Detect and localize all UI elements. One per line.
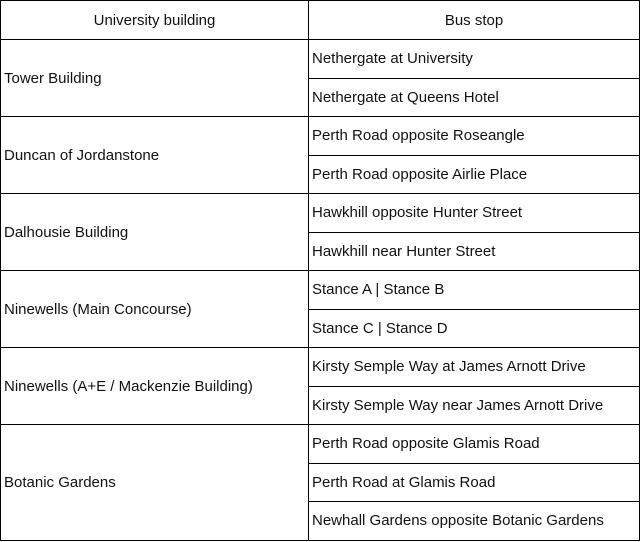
building-cell: Ninewells (A+E / Mackenzie Building) [1,348,309,425]
bus-stop-cell: Hawkhill opposite Hunter Street [309,194,640,233]
bus-stop-cell: Nethergate at Queens Hotel [309,78,640,117]
bus-stop-cell: Perth Road at Glamis Road [309,463,640,502]
table-row [1,194,640,233]
bus-stop-cell: Stance A | Stance B [309,271,640,310]
table-row [1,271,640,310]
building-cell: Tower Building [1,40,309,117]
bus-stop-cell: Perth Road opposite Airlie Place [309,155,640,194]
building-cell: Duncan of Jordanstone [1,117,309,194]
bus-stop-cell: Kirsty Semple Way at James Arnott Drive [309,348,640,387]
building-cell: Botanic Gardens [1,425,309,541]
header-university-building: University building [1,1,309,40]
header-row [1,1,640,40]
table-row [1,425,640,464]
bus-stop-cell: Hawkhill near Hunter Street [309,232,640,271]
table-row [1,348,640,387]
header-bus-stop: Bus stop [309,1,640,40]
bus-stop-cell: Newhall Gardens opposite Botanic Gardens [309,502,640,541]
bus-stop-cell: Perth Road opposite Roseangle [309,117,640,156]
bus-stop-cell: Kirsty Semple Way near James Arnott Drive [309,386,640,425]
table-row [1,117,640,156]
building-cell: Ninewells (Main Concourse) [1,271,309,348]
bus-stop-cell: Stance C | Stance D [309,309,640,348]
bus-stop-cell: Perth Road opposite Glamis Road [309,425,640,464]
table-row [1,40,640,79]
bus-stop-cell: Nethergate at University [309,40,640,79]
building-cell: Dalhousie Building [1,194,309,271]
